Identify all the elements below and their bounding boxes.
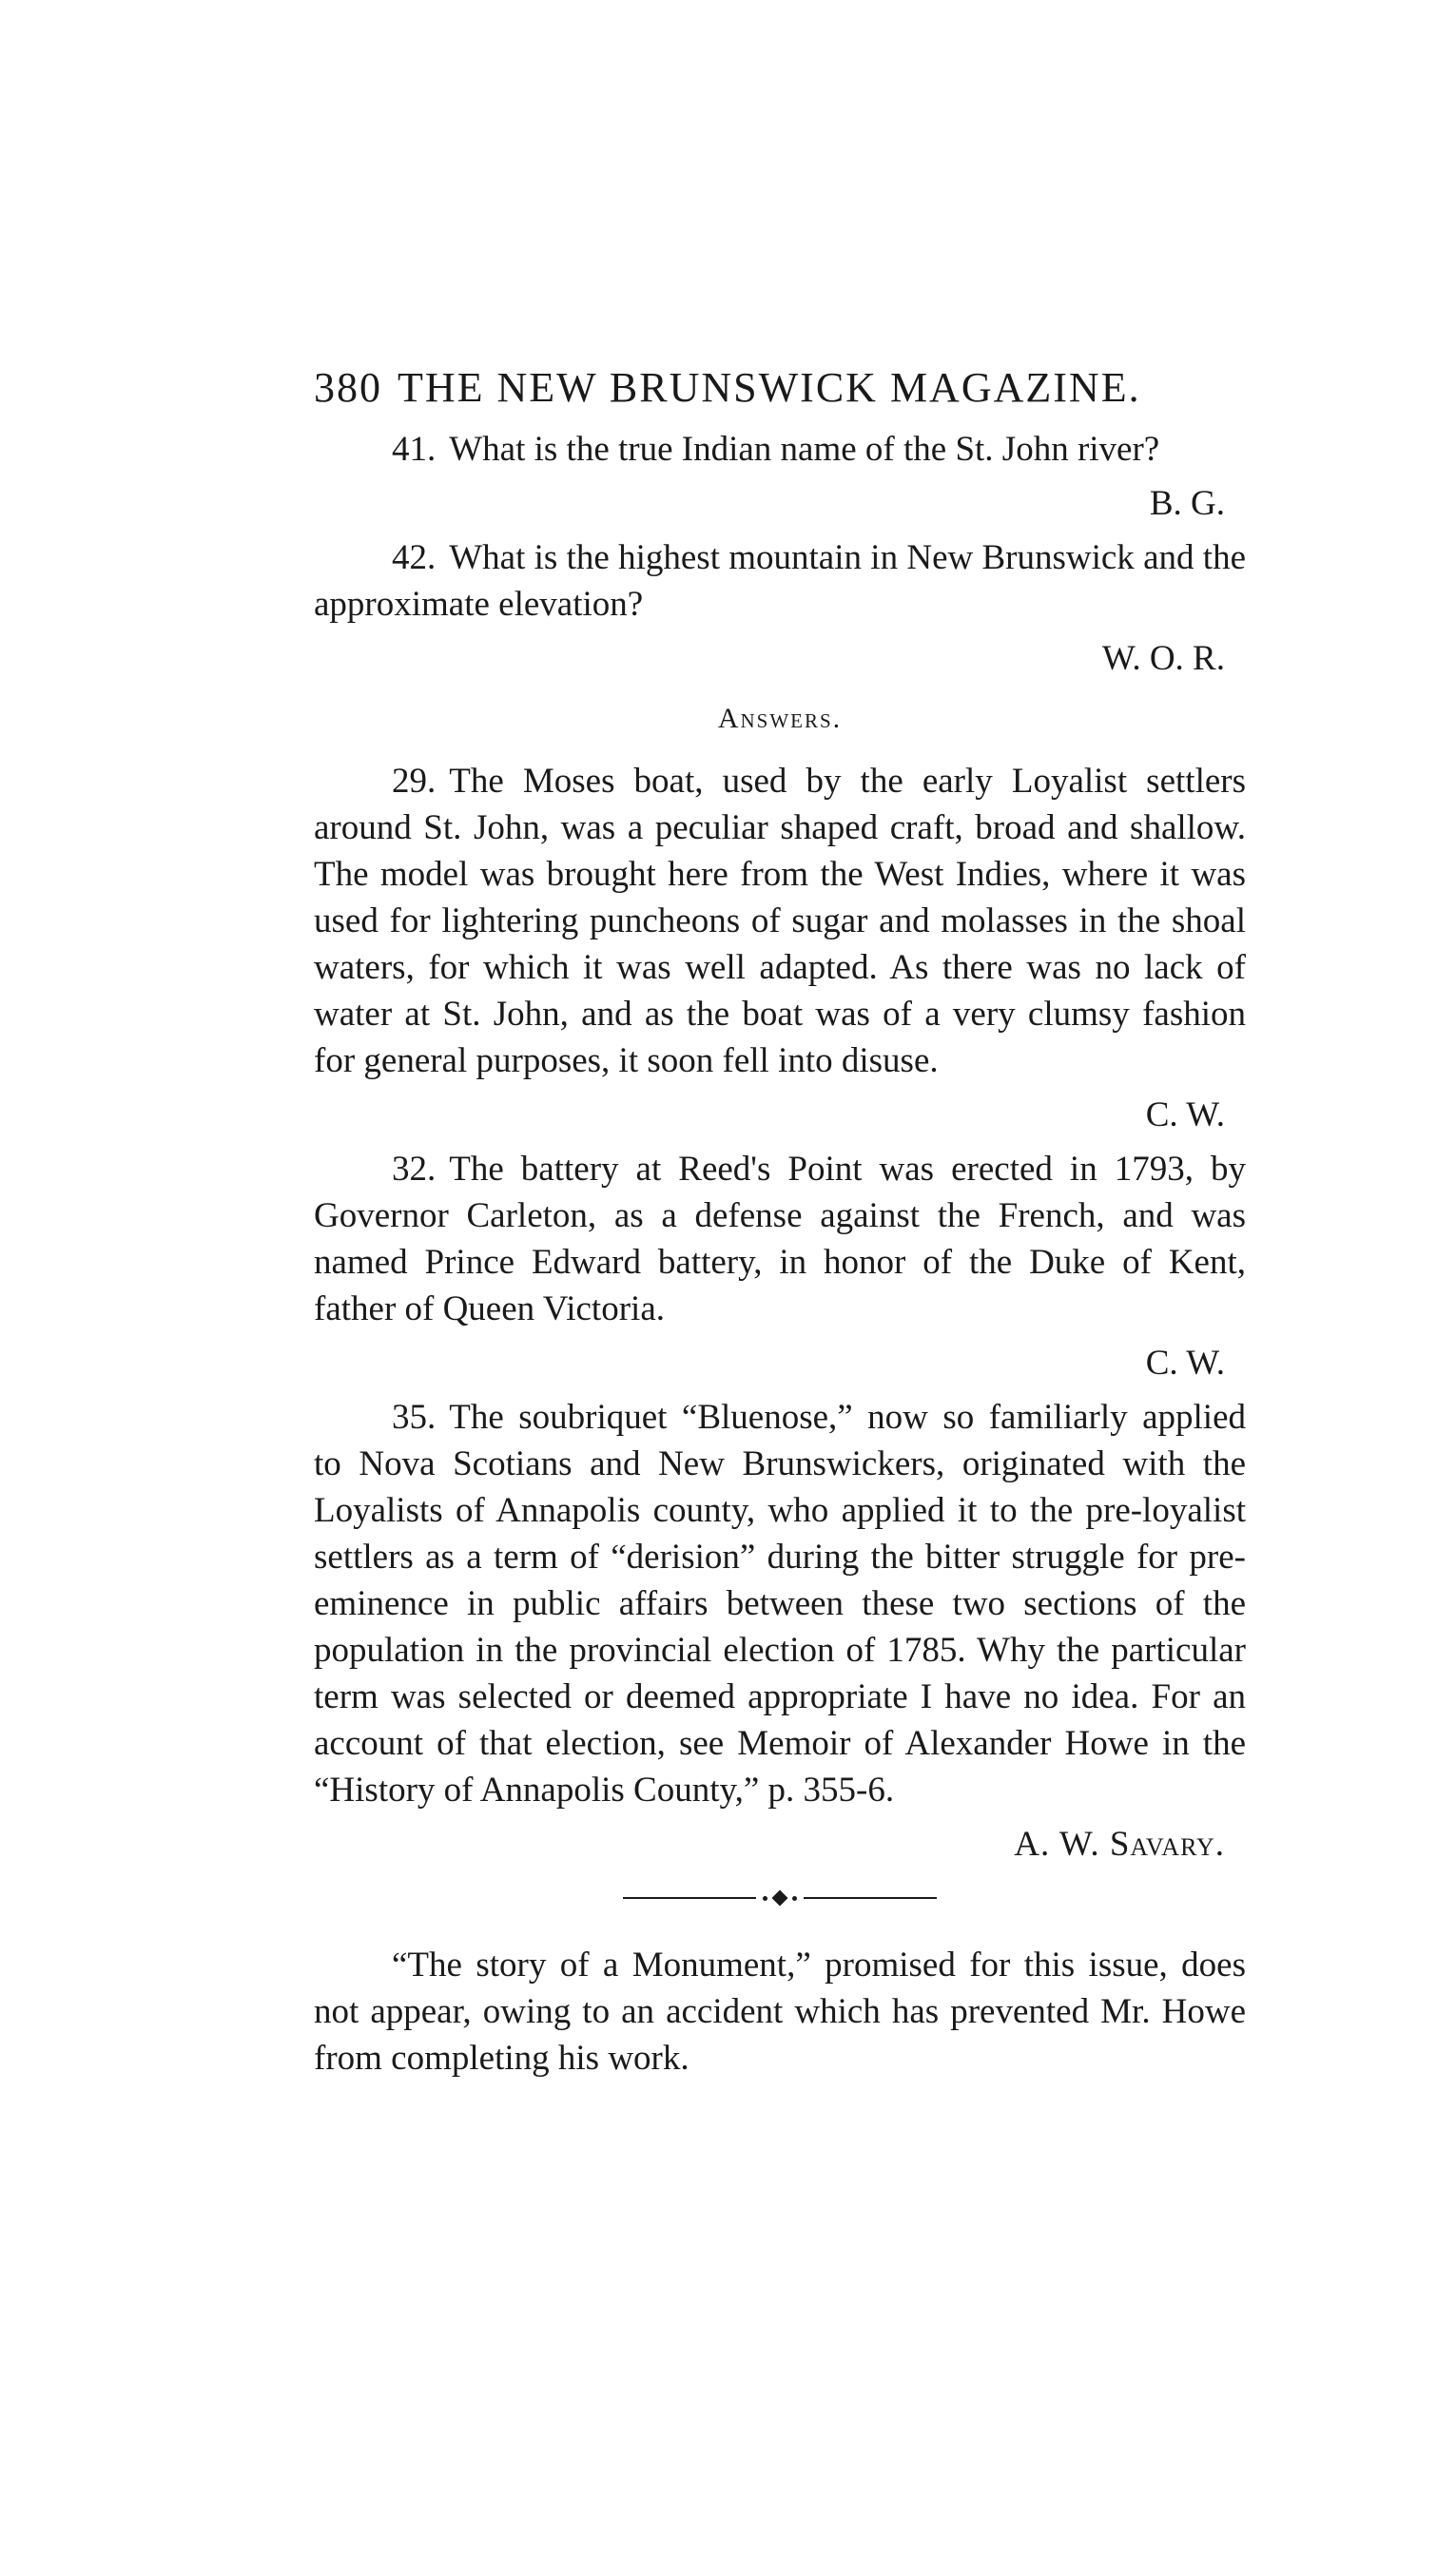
- answer-text: The soubriquet “Bluenose,” now so familiarly applied to Nova Scotians and New Brunswickers, originated with the Loyalists of Annapolis county, who applied it to the pre-loyalist settlers as a term of “derision” during the bitter struggle for pre-eminence in public affairs between these two sections of the population in the provincial election of 1785. Why the particular term was selected or deemed appropriate I have no idea. For an account of that election, see Memoir of Alexander Howe in the “History of Annapolis County,” p. 355-6.: [314, 1398, 1246, 1810]
- divider-rule-left: [623, 1897, 756, 1899]
- answer-29: [314, 758, 1246, 1084]
- answer-number: 35.: [392, 1398, 437, 1437]
- answer-signature: C. W.: [1145, 1095, 1225, 1134]
- answer-number: 32.: [392, 1150, 437, 1189]
- ornamental-divider: [314, 1888, 1246, 1908]
- question-41: [314, 426, 1246, 473]
- answer-text: The battery at Reed's Point was erected in 1793, by Governor Carleton, as a defense against the French, and was named Prince Edward battery, in honor of the Duke of Kent, father of Queen Victoria.: [314, 1150, 1246, 1328]
- magazine-title: THE NEW BRUNSWICK MAGAZINE.: [398, 364, 1141, 411]
- answer-signature: C. W.: [1145, 1344, 1225, 1383]
- answer-32: [314, 1146, 1246, 1332]
- question-number: 42.: [392, 538, 437, 577]
- question-text: What is the true Indian name of the St. John river?: [449, 430, 1160, 469]
- divider-ornament-icon: [760, 1892, 800, 1904]
- editorial-note: “The story of a Monument,” promised for this issue, does not appear, owing to an accident which has prevented Mr. Howe from completing his work.: [314, 1946, 1246, 2078]
- answer-number: 29.: [392, 762, 437, 801]
- question-signature: B. G.: [1149, 484, 1225, 523]
- question-signature: W. O. R.: [1101, 639, 1225, 678]
- page: [314, 359, 1246, 2089]
- page-number: 380: [314, 364, 382, 411]
- answer-text: The Moses boat, used by the early Loyalist settlers around St. John, was a peculiar shaped craft, broad and shallow. The model was brought here from the West Indies, where it was used for lightering puncheons of sugar and molasses in the shoal waters, for which it was well adapted. As there was no lack of water at St. John, and as the boat was of a very clumsy fashion for general purposes, it soon fell into disuse.: [314, 762, 1246, 1080]
- question-42: [314, 534, 1246, 628]
- question-text: What is the highest mountain in New Brunswick and the approximate elevation?: [314, 538, 1246, 624]
- answer-signature: A. W. Savary.: [1014, 1825, 1225, 1864]
- answers-heading: Answers.: [717, 703, 843, 734]
- divider-rule-right: [804, 1897, 937, 1899]
- running-head: [314, 359, 1246, 416]
- answer-35: [314, 1394, 1246, 1813]
- question-number: 41.: [392, 430, 437, 469]
